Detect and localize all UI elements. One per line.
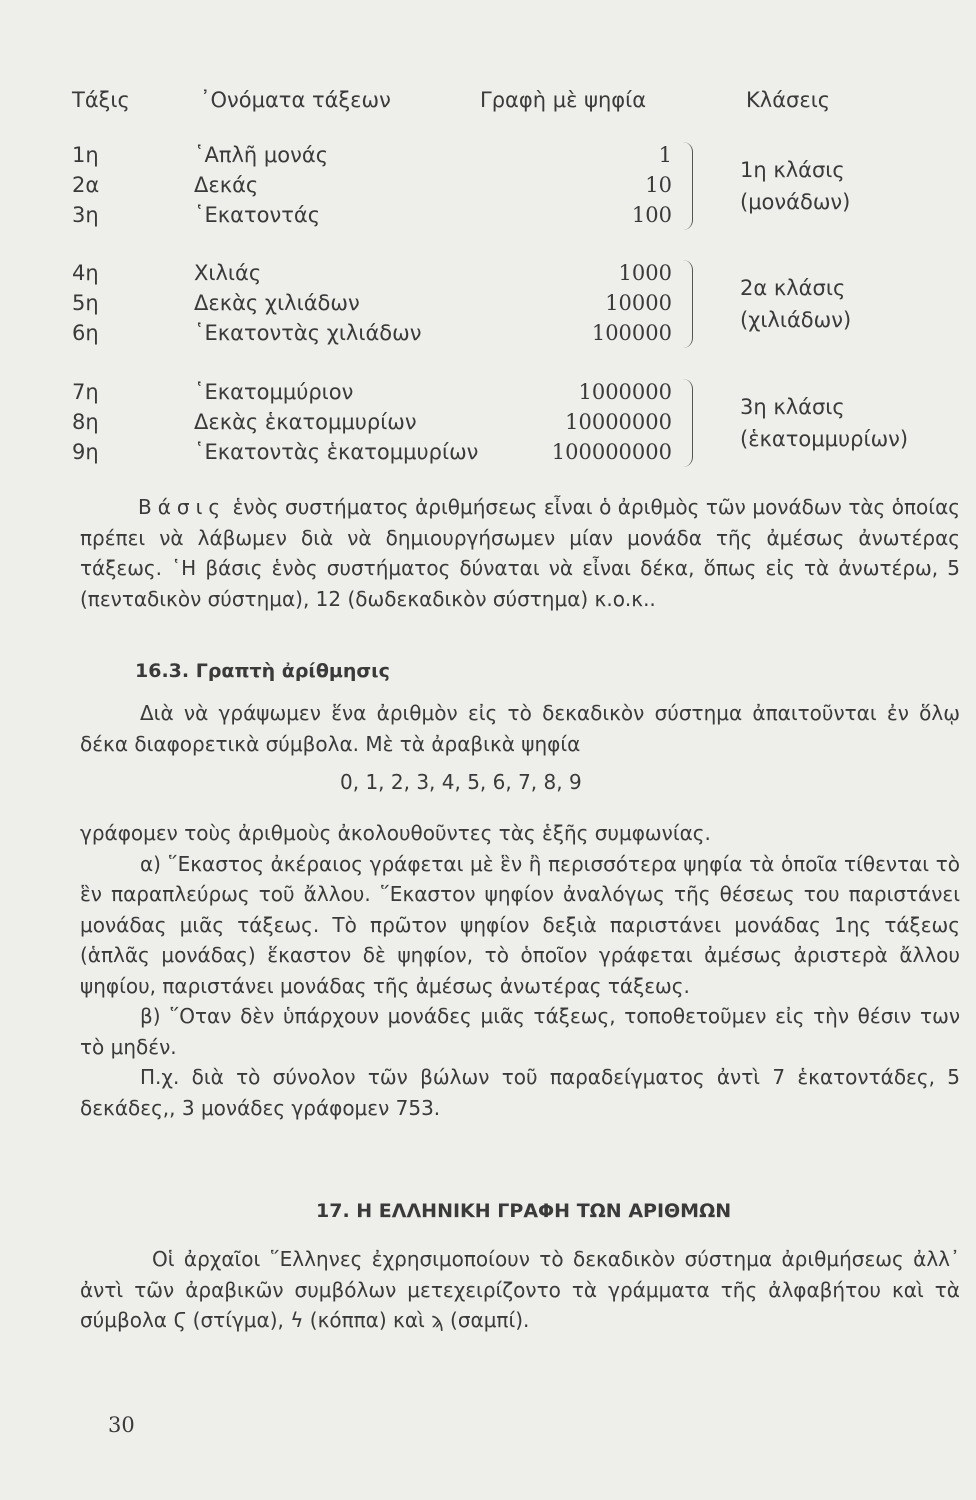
- table-row: [72, 288, 672, 318]
- row-name: Δεκὰς χιλιάδων: [194, 291, 360, 315]
- arabic-digits: 0, 1, 2, 3, 4, 5, 6, 7, 8, 9: [340, 770, 582, 794]
- basis-paragraph: [80, 492, 960, 614]
- row-order: 4η: [72, 261, 99, 285]
- example: Π.χ. διὰ τὸ σύνολον τῶν βώλων τοῦ παραδείγματος ἀντὶ 7 ἑκατοντάδες, 5 δεκάδες,, 3 μονάδες γράφομεν 753.: [80, 1065, 960, 1120]
- class-name: 2α κλάσις: [740, 276, 846, 300]
- class-name: 1η κλάσις: [740, 158, 845, 182]
- row-number: 1000000: [578, 380, 672, 404]
- row-name: Δεκάς: [194, 173, 259, 197]
- table-row: [72, 200, 672, 230]
- table-row: [72, 170, 672, 200]
- row-order: 8η: [72, 410, 99, 434]
- row-order: 2α: [72, 173, 100, 197]
- rule-beta: β) ῞Οταν δὲν ὑπάρχουν μονάδες μιᾶς τάξεως, τοποθετοῦμεν εἰς τὴν θέσιν των τὸ μηδέν.: [80, 1004, 960, 1059]
- table-row: [72, 377, 672, 407]
- row-number: 1000: [618, 261, 672, 285]
- row-order: 7η: [72, 380, 99, 404]
- row-order: 1η: [72, 143, 99, 167]
- section-16-3-p1: Διὰ νὰ γράψωμεν ἕνα ἀριθμὸν εἰς τὸ δεκαδικὸν σύστημα ἀπαιτοῦνται ἐν ὅλῳ δέκα διαφορετικὰ σύμβολα. Μὲ τὰ ἀραβικὰ ψηφία: [80, 701, 960, 756]
- table-group-2: [72, 258, 952, 358]
- class-label: [740, 391, 950, 455]
- page-number: 30: [108, 1413, 135, 1437]
- basis-term: Βάσις: [138, 495, 227, 519]
- row-name: ῾Εκατομμύριον: [194, 380, 354, 404]
- brace: [678, 379, 693, 467]
- section-16-3-body: [80, 818, 960, 1123]
- row-number: 1: [658, 143, 672, 167]
- row-name: Δεκὰς ἑκατομμυρίων: [194, 410, 417, 434]
- table-row: [72, 318, 672, 348]
- row-number: 10: [645, 173, 672, 197]
- class-label: [740, 272, 950, 336]
- row-name: ῾Εκατοντὰς ἑκατομμυρίων: [194, 440, 479, 464]
- basis-text: ἑνὸς συστήματος ἀριθμήσεως εἶναι ὁ ἀριθμὸς τῶν μονάδων τὰς ὁποίας πρέπει νὰ λάβωμεν διὰ νὰ δημιουργήσωμεν μίαν μονάδα τῆς ἀμέσως ἀνωτέρας τάξεως. ῾Η βάσις ἑνὸς συστήματος δύναται νὰ εἶναι δέκα, ὅπως εἰς τὰ ἀνωτέρω, 5 (πενταδικὸν σύστημα), 12 (δωδεκαδικὸν σύστημα) κ.ο.κ..: [80, 495, 960, 611]
- header-klaseis: Κλάσεις: [746, 88, 831, 112]
- table-group-3: [72, 377, 952, 477]
- brace: [678, 260, 693, 348]
- class-description: (ἑκατομμυρίων): [740, 427, 909, 451]
- row-order: 9η: [72, 440, 99, 464]
- table-row: [72, 140, 672, 170]
- row-number: 100000000: [551, 440, 672, 464]
- class-label: [740, 154, 950, 218]
- row-order: 6η: [72, 321, 99, 345]
- row-name: ῾Εκατοντάς: [194, 203, 321, 227]
- table-row: [72, 437, 672, 467]
- section-17-body: [80, 1244, 960, 1336]
- table-header: [72, 85, 952, 119]
- class-description: (χιλιάδων): [740, 308, 852, 332]
- row-number: 100000: [591, 321, 672, 345]
- row-number: 10000000: [565, 410, 672, 434]
- class-name: 3η κλάσις: [740, 395, 845, 419]
- header-grafi: Γραφὴ μὲ ψηφία: [480, 88, 647, 112]
- table-row: [72, 407, 672, 437]
- row-number: 100: [631, 203, 672, 227]
- section-17-p1: Οἱ ἀρχαῖοι ῞Ελληνες ἐχρησιμοποίουν τὸ δεκαδικὸν σύστημα ἀριθμήσεως ἀλλ᾿ ἀντὶ τῶν ἀραβικῶν συμβόλων μετεχειρίζοντο τὰ γράμματα τῆς ἀλφαβήτου καὶ τὰ σύμβολα Ϛ (στίγμα), ϟ (κόππα) καὶ ϡ (σαμπί).: [80, 1247, 960, 1332]
- section-16-3-intro: [80, 698, 960, 759]
- section-17-title: 17. Η ΕΛΛΗΝΙΚΗ ΓΡΑΦΗ ΤΩΝ ΑΡΙΘΜΩΝ: [316, 1200, 732, 1222]
- row-order: 3η: [72, 203, 99, 227]
- header-taxis: Τάξις: [72, 88, 130, 112]
- brace: [678, 142, 693, 230]
- row-order: 5η: [72, 291, 99, 315]
- section-16-3-title: 16.3. Γραπτὴ ἀρίθμησις: [135, 660, 390, 682]
- section-16-3-p2: γράφομεν τοὺς ἀριθμοὺς ἀκολουθοῦντες τὰς ἑξῆς συμφωνίας.: [80, 821, 711, 845]
- row-name: Χιλιάς: [194, 261, 262, 285]
- row-name: ῾Εκατοντὰς χιλιάδων: [194, 321, 422, 345]
- rule-alpha: α) ῞Εκαστος ἀκέραιος γράφεται μὲ ἓν ἢ περισσότερα ψηφία τὰ ὁποῖα τίθενται τὸ ἓν παραπλεύρως τοῦ ἄλλου. ῞Εκαστον ψηφίον ἀναλόγως τῆς θέσεως του παριστάνει μονάδας μιᾶς τάξεως. Τὸ πρῶτον ψηφίον δεξιὰ παριστάνει μονάδας 1ης τάξεως (ἁπλᾶς μονάδας) ἕκαστον δὲ ψηφίον, τὸ ὁποῖον γράφεται ἀμέσως ἀριστερὰ ἄλλου ψηφίου, παριστάνει μονάδας τῆς ἀμέσως ἀνωτέρας τάξεως.: [80, 851, 960, 998]
- table-row: [72, 258, 672, 288]
- header-onomata: ᾿Ονόματα τάξεων: [200, 88, 391, 112]
- row-number: 10000: [605, 291, 672, 315]
- table-group-1: [72, 140, 952, 240]
- row-name: ῾Απλῆ μονάς: [194, 143, 329, 167]
- class-description: (μονάδων): [740, 190, 851, 214]
